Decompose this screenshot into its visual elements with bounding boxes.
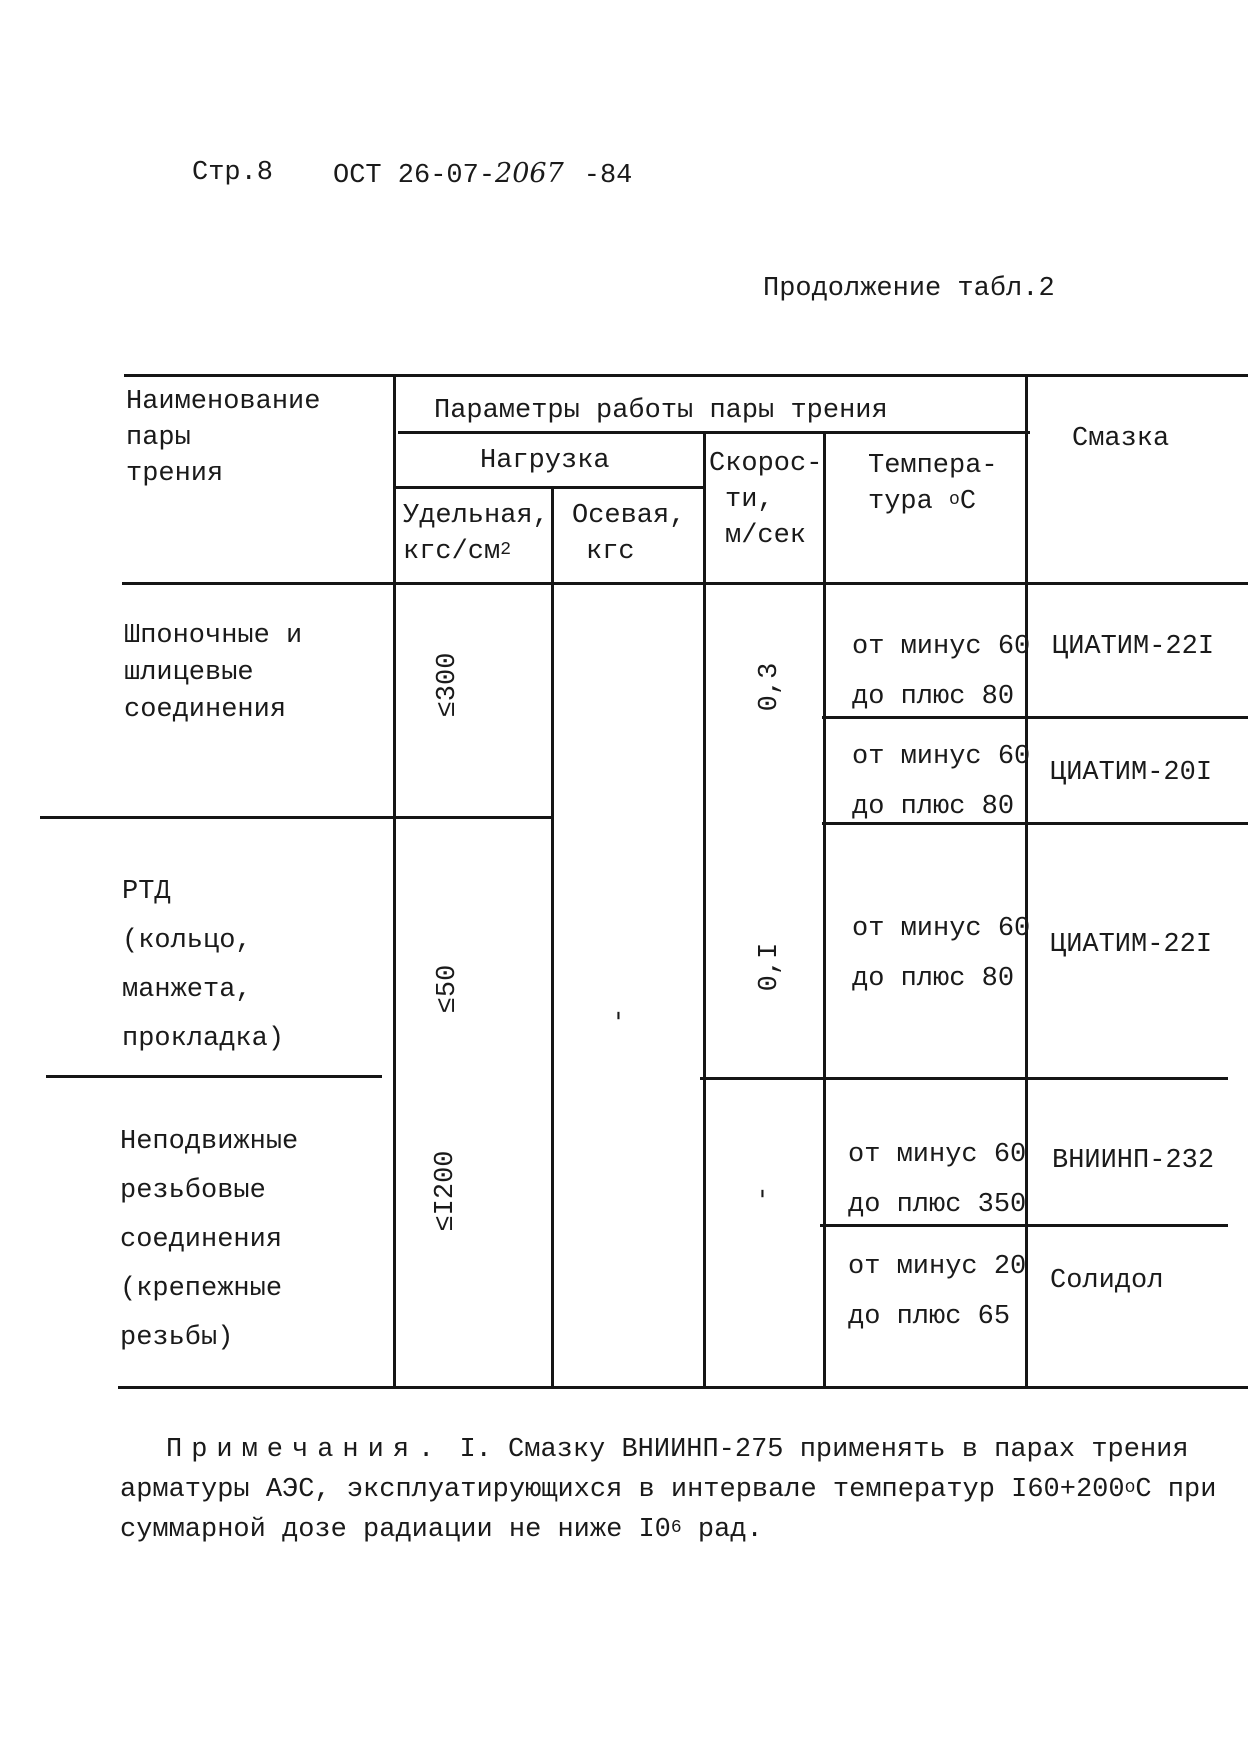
notes-line-2	[120, 1470, 1216, 1510]
col-header-name-line: Наименование	[126, 387, 321, 417]
col-header-name	[126, 384, 320, 492]
group-1-row-1-temp	[852, 622, 1030, 722]
notes-text: I. Смазку ВНИИНП-275 применять в парах трения	[459, 1435, 1189, 1465]
group-3-speed: -	[748, 1185, 779, 1202]
group-name-line: соединения	[120, 1225, 283, 1255]
group-1-row-2-temp	[852, 732, 1030, 832]
vline-2	[551, 486, 554, 1388]
group-2-name	[122, 868, 284, 1064]
standard-designation	[333, 160, 632, 190]
group-3-row-2-lube: Солидол	[1050, 1266, 1164, 1296]
col-header-speed	[709, 446, 822, 554]
group-rule-2-left	[46, 1075, 382, 1078]
exponent: 6	[670, 1518, 682, 1538]
group-name-line: соединения	[124, 695, 287, 725]
notes	[120, 1430, 1216, 1550]
col-header-axial-line: кгс	[586, 537, 635, 567]
group-name-line: Шпоночные и	[124, 621, 303, 651]
col-header-axial-line: Осевая,	[572, 501, 686, 531]
group-1-name	[124, 618, 302, 729]
temp-to: до плюс 80	[852, 682, 1015, 712]
temp-from: от минус 60	[852, 632, 1031, 662]
notes-line-1	[120, 1430, 1216, 1470]
col-header-speed-line: Скорос-	[709, 449, 823, 479]
group-3-row-1-temp	[848, 1130, 1026, 1230]
temp-from: от минус 20	[848, 1252, 1027, 1282]
params-rule	[398, 431, 1030, 434]
col-header-specific	[403, 498, 549, 570]
col-header-temp-line	[868, 484, 998, 520]
temp-text: тура	[868, 487, 950, 517]
top-rule	[124, 374, 1248, 377]
group-2-row-1-temp	[852, 904, 1030, 1004]
group-name-line: прокладка)	[122, 1024, 285, 1054]
group-3-row-2-temp	[848, 1242, 1026, 1342]
notes-title: Примечания.	[166, 1435, 444, 1465]
group-3-row-1-lube: ВНИИНП-232	[1052, 1146, 1215, 1176]
temp-to: до плюс 350	[848, 1190, 1027, 1220]
group-2-specific-load: ≤50	[433, 964, 463, 1014]
group-2-axial-load: -	[604, 1007, 635, 1024]
unit-text: кгс/см	[403, 537, 501, 567]
group-name-line: (крепежные	[120, 1274, 283, 1304]
group-1-speed: 0,3	[755, 662, 785, 712]
temp-to: до плюс 65	[848, 1302, 1011, 1332]
vline-5	[1025, 374, 1028, 1388]
group-name-line: шлицевые	[124, 658, 254, 688]
group-rule-2-right	[700, 1077, 1228, 1080]
group-name-line: Неподвижные	[120, 1127, 299, 1157]
col-header-temp-line: Темпера-	[868, 451, 998, 481]
notes-text: суммарной дозе радиации не ниже I0	[120, 1515, 671, 1545]
group-name-line: резьбовые	[120, 1176, 266, 1206]
standard-year: -84	[583, 161, 633, 191]
group-3-name	[120, 1118, 298, 1363]
col-header-lube: Смазка	[1072, 424, 1170, 454]
vline-1	[393, 374, 396, 1388]
degree-sign: o	[1124, 1478, 1136, 1498]
col-header-speed-line: ти,	[725, 485, 774, 515]
temp-from: от минус 60	[852, 914, 1031, 944]
group-rule-1-left	[40, 816, 552, 819]
group-2-speed: 0,I	[755, 942, 785, 992]
group-name-line: РТД	[122, 877, 171, 907]
col-header-name-line: пары	[126, 423, 191, 453]
col-header-params: Параметры работы пары трения	[434, 396, 888, 426]
col-header-axial	[572, 498, 685, 570]
vline-3	[703, 431, 706, 1388]
group-3-specific-load: ≤I200	[431, 1150, 461, 1232]
standard-prefix: ОСТ 26-07-	[333, 161, 496, 191]
header-bottom-rule	[122, 582, 1248, 585]
col-header-specific-line: Удельная,	[403, 501, 549, 531]
group-1-row-1-lube: ЦИАТИМ-22I	[1052, 632, 1215, 662]
group-name-line: (кольцо,	[122, 926, 252, 956]
group-1-specific-load: ≤300	[433, 652, 463, 718]
notes-text: С при	[1135, 1475, 1217, 1505]
notes-text: арматуры АЭС, эксплуатирующихся в интервале температур I60+200	[120, 1475, 1125, 1505]
bottom-rule	[118, 1386, 1248, 1389]
col-header-temp	[868, 448, 998, 520]
col-header-specific-unit	[403, 534, 549, 570]
standard-number: 2067	[495, 158, 564, 189]
notes-line-3	[120, 1510, 1216, 1550]
table-continuation: Продолжение табл.2	[763, 274, 1055, 304]
group-name-line: манжета,	[122, 975, 252, 1005]
temp-to: до плюс 80	[852, 792, 1015, 822]
notes-text: рад.	[681, 1515, 763, 1545]
degree-sign: o	[949, 490, 960, 510]
temp-unit: C	[959, 487, 977, 517]
temp-from: от минус 60	[848, 1140, 1027, 1170]
col-header-load: Нагрузка	[480, 446, 610, 476]
temp-to: до плюс 80	[852, 964, 1015, 994]
unit-sup: 2	[500, 540, 512, 560]
vline-4	[823, 431, 826, 1388]
page-number: Стр.8	[192, 158, 274, 188]
group-2-row-1-lube: ЦИАТИМ-22I	[1050, 930, 1213, 960]
col-header-name-line: трения	[126, 459, 224, 489]
group-name-line: резьбы)	[120, 1323, 234, 1353]
temp-from: от минус 60	[852, 742, 1031, 772]
group-1-row-2-lube: ЦИАТИМ-20I	[1050, 758, 1213, 788]
col-header-speed-line: м/сек	[725, 521, 807, 551]
